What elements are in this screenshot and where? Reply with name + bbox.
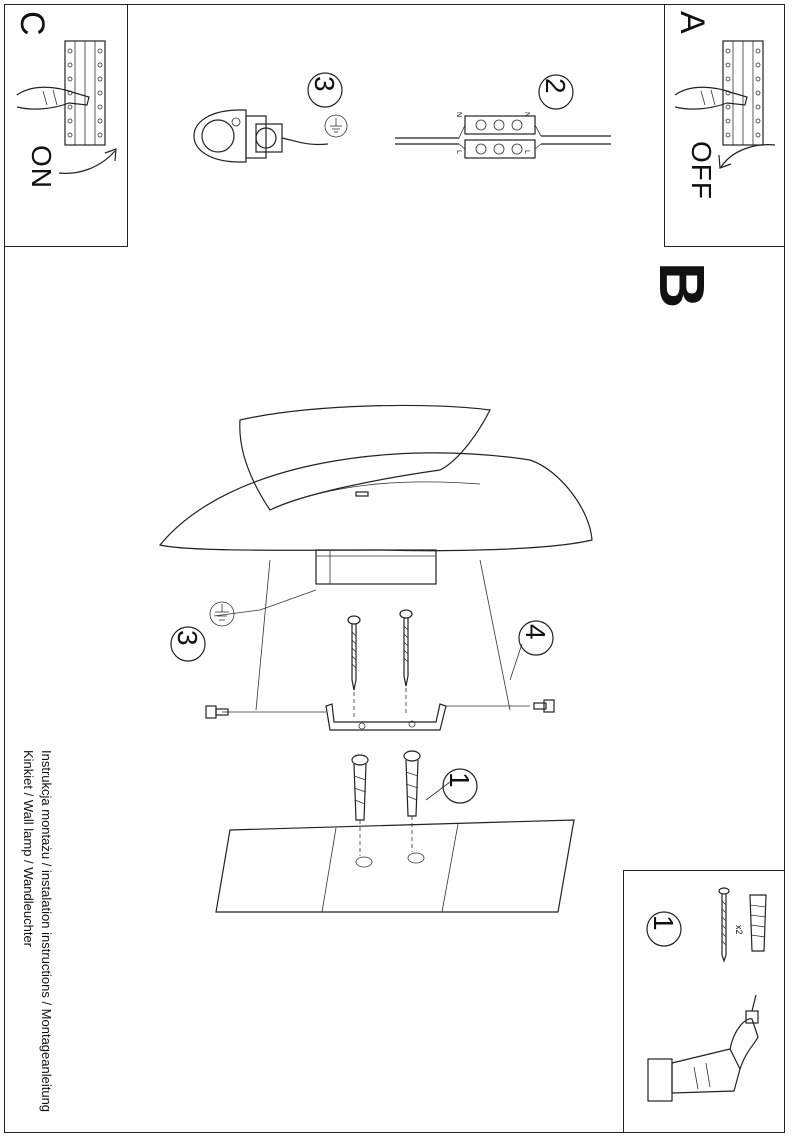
terminal-block-wiring	[395, 108, 625, 188]
step-2-number: 2	[540, 78, 571, 94]
step-1-number-main: 1	[444, 772, 475, 788]
parts-tools-panel	[623, 870, 785, 1133]
live-label-right: L	[523, 150, 530, 154]
live-label-left: L	[455, 150, 462, 154]
step-3-number-main: 3	[172, 630, 203, 646]
caption-line-1: Instrukcja montażu / instalation instructions / Montageanleitung	[39, 750, 54, 1113]
quantity-label: x2	[734, 925, 744, 935]
neutral-label-right: N	[523, 112, 530, 118]
circuit-breaker-icon	[13, 35, 123, 155]
drill-icon	[634, 989, 774, 1129]
power-on-label: ON	[26, 145, 57, 189]
step-3-number-top: 3	[309, 76, 340, 92]
arrow-off-icon	[713, 137, 783, 177]
caption-line-2: Kinkiet / Wall lamp / Wandleuchter	[21, 750, 36, 947]
panel-a-power-off	[664, 4, 785, 247]
screw-and-wall-plug-icon	[714, 885, 774, 965]
lamp-assembly-diagram	[150, 400, 670, 960]
panel-b-letter: B	[646, 262, 718, 309]
panel-a-letter: A	[673, 11, 711, 34]
neutral-label-left: N	[455, 112, 462, 118]
power-off-label: OFF	[686, 141, 717, 200]
panel-c-power-on	[4, 4, 128, 247]
arrow-on-icon	[53, 141, 123, 181]
step-4-number: 4	[520, 624, 551, 640]
step-1-number-parts: 1	[648, 915, 679, 931]
panel-c-letter: C	[13, 11, 51, 36]
